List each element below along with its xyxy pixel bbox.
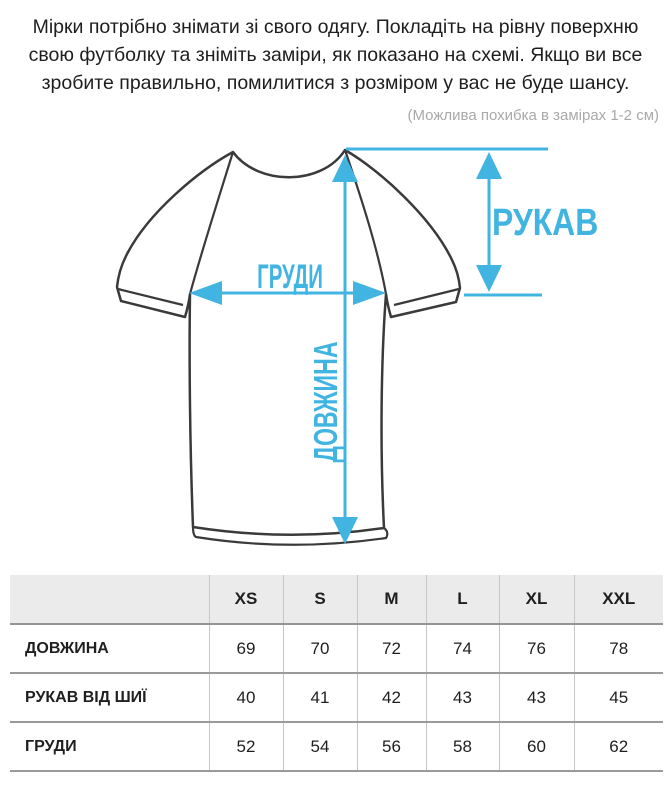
- size-table-header-row: [10, 575, 663, 624]
- size-value-cell: 43: [499, 673, 574, 722]
- size-value-cell: 70: [283, 624, 357, 673]
- size-value-cell: 43: [426, 673, 499, 722]
- chest-label: ГРУДИ: [257, 257, 323, 296]
- size-value-cell: 78: [574, 624, 663, 673]
- size-value-cell: 41: [283, 673, 357, 722]
- size-value-cell: 56: [357, 722, 426, 771]
- size-value-cell: 58: [426, 722, 499, 771]
- size-column-header: L: [426, 575, 499, 624]
- measurement-tolerance-note: (Можлива похибка в замірах 1-2 см): [407, 107, 659, 124]
- size-value-cell: 74: [426, 624, 499, 673]
- size-value-cell: 52: [209, 722, 283, 771]
- measurement-row-label: ДОВЖИНА: [25, 639, 109, 657]
- size-value-cell: 45: [574, 673, 663, 722]
- size-value-cell: 72: [357, 624, 426, 673]
- sleeve-label: РУКАВ: [492, 201, 599, 244]
- intro-line: свою футболку та зніміть заміри, як показано на схемі. Якщо ви все: [28, 44, 643, 66]
- size-column-header: XL: [499, 575, 574, 624]
- size-value-cell: 42: [357, 673, 426, 722]
- table-row: [10, 624, 663, 673]
- size-value-cell: 69: [209, 624, 283, 673]
- size-column-header: XS: [209, 575, 283, 624]
- sleeve-arrowhead-top: [476, 152, 502, 179]
- length-label: ДОВЖИНА: [308, 341, 346, 463]
- tshirt-outline: [117, 150, 460, 535]
- size-column-header: XXL: [574, 575, 663, 624]
- size-value-cell: 40: [209, 673, 283, 722]
- intro-line: Мірки потрібно знімати зі свого одягу. Покладіть на рівну поверхню: [32, 16, 639, 38]
- intro-line: зробите правильно, помилитися з розміром у вас не буде шансу.: [41, 72, 630, 94]
- size-column-header: M: [357, 575, 426, 624]
- size-value-cell: 54: [283, 722, 357, 771]
- size-value-cell: 60: [499, 722, 574, 771]
- size-column-header: S: [283, 575, 357, 624]
- measurement-row-label: РУКАВ ВІД ШИЇ: [25, 688, 147, 706]
- sleeve-arrowhead-bottom: [476, 265, 502, 292]
- size-value-cell: 62: [574, 722, 663, 771]
- size-value-cell: 76: [499, 624, 574, 673]
- table-row: [10, 673, 663, 722]
- size-table-corner-cell: [10, 575, 209, 624]
- measurement-row-label: ГРУДИ: [25, 737, 77, 755]
- size-table: [10, 575, 663, 772]
- table-row: [10, 722, 663, 771]
